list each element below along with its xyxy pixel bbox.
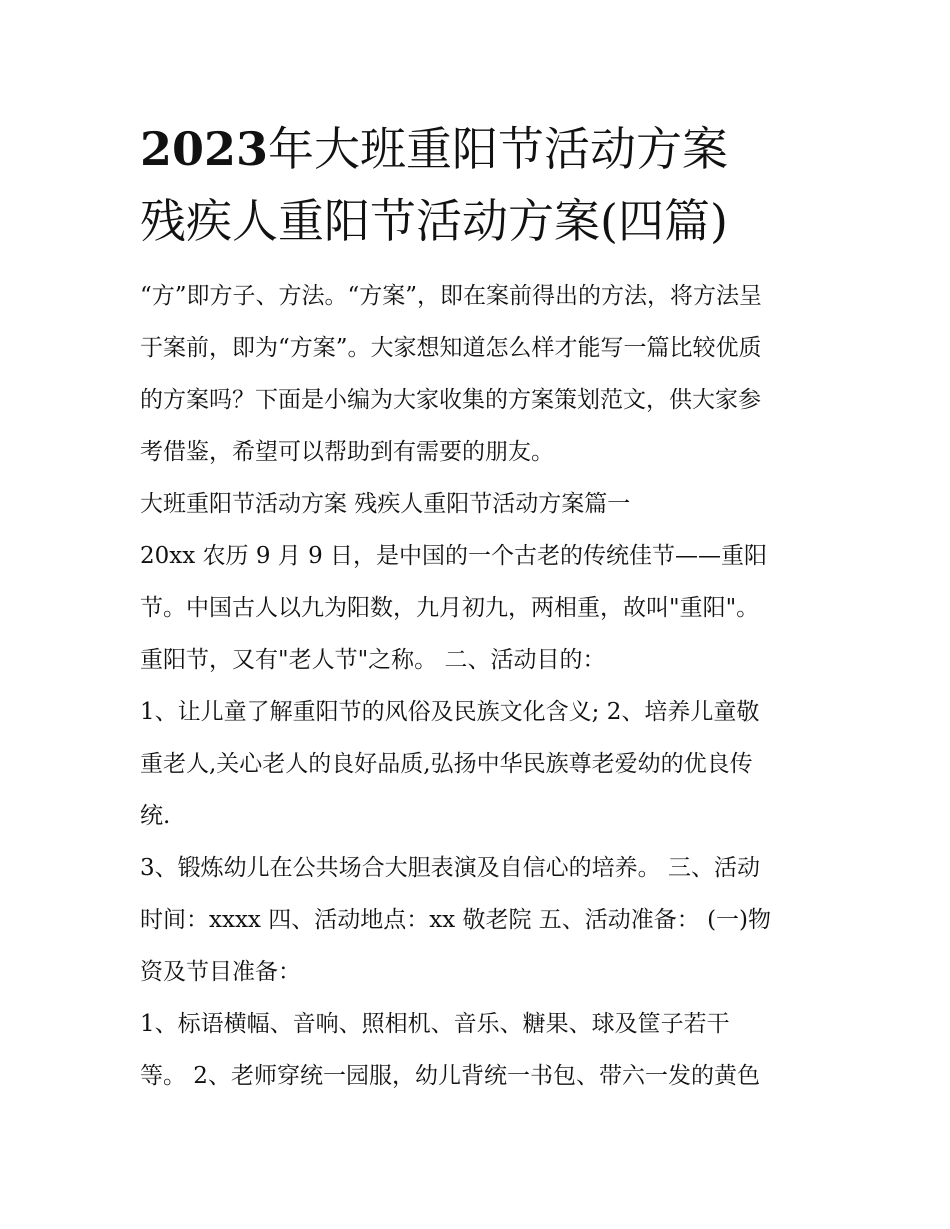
text-line: 1、让儿童了解重阳节的风俗及民族文化含义; 2、培养儿童敬 — [140, 699, 760, 725]
text-line: 大班重阳节活动方案 残疾人重阳节活动方案篇一 — [140, 491, 631, 517]
paragraph-time-place — [140, 842, 820, 998]
text-line: 考借鉴，希望可以帮助到有需要的朋友。 — [140, 439, 554, 465]
text-line: “方”即方子、方法。“方案”，即在案前得出的方法，将方法呈 — [140, 283, 763, 309]
text-line: 的方案吗？下面是小编为大家收集的方案策划范文，供大家参 — [140, 387, 761, 413]
section-heading — [140, 478, 820, 530]
text-line: 资及节目准备： — [140, 959, 301, 985]
text-line: 等。 2、老师穿统一园服，幼儿背统一书包、带六一发的黄色 — [140, 1063, 760, 1089]
title-line-1-text: 年大班重阳节活动方案 — [268, 122, 729, 176]
paragraph-preparation — [140, 998, 820, 1102]
text-line: 20xx 农历 9 月 9 日，是中国的一个古老的传统佳节——重阳 — [140, 543, 768, 569]
text-line: 时间：xxxx 四、活动地点：xx 敬老院 五、活动准备： (一)物 — [140, 907, 772, 933]
text-line: 于案前，即为“方案”。大家想知道怎么样才能写一篇比较优质 — [140, 335, 762, 361]
text-line: 节。中国古人以九为阳数，九月初九，两相重，故叫"重阳"。 — [140, 595, 760, 621]
text-line: 重老人,关心老人的良好品质,弘扬中华民族尊老爱幼的优良传 — [140, 751, 753, 777]
paragraph-goals — [140, 686, 820, 842]
title-year: 2023 — [140, 122, 269, 176]
text-line: 重阳节，又有"老人节"之称。 二、活动目的： — [140, 647, 606, 673]
document-title-line-2: 残疾人重阳节活动方案(四篇) — [140, 194, 728, 248]
text-line: 1、标语横幅、音响、照相机、音乐、糖果、球及筐子若干 — [140, 1011, 730, 1037]
text-line: 统. — [140, 803, 171, 829]
text-line: 3、锻炼幼儿在公共场合大胆表演及自信心的培养。 三、活动 — [140, 855, 760, 881]
paragraph-background — [140, 530, 820, 686]
document-title-line-1 — [140, 118, 820, 180]
intro-paragraph — [140, 270, 820, 478]
